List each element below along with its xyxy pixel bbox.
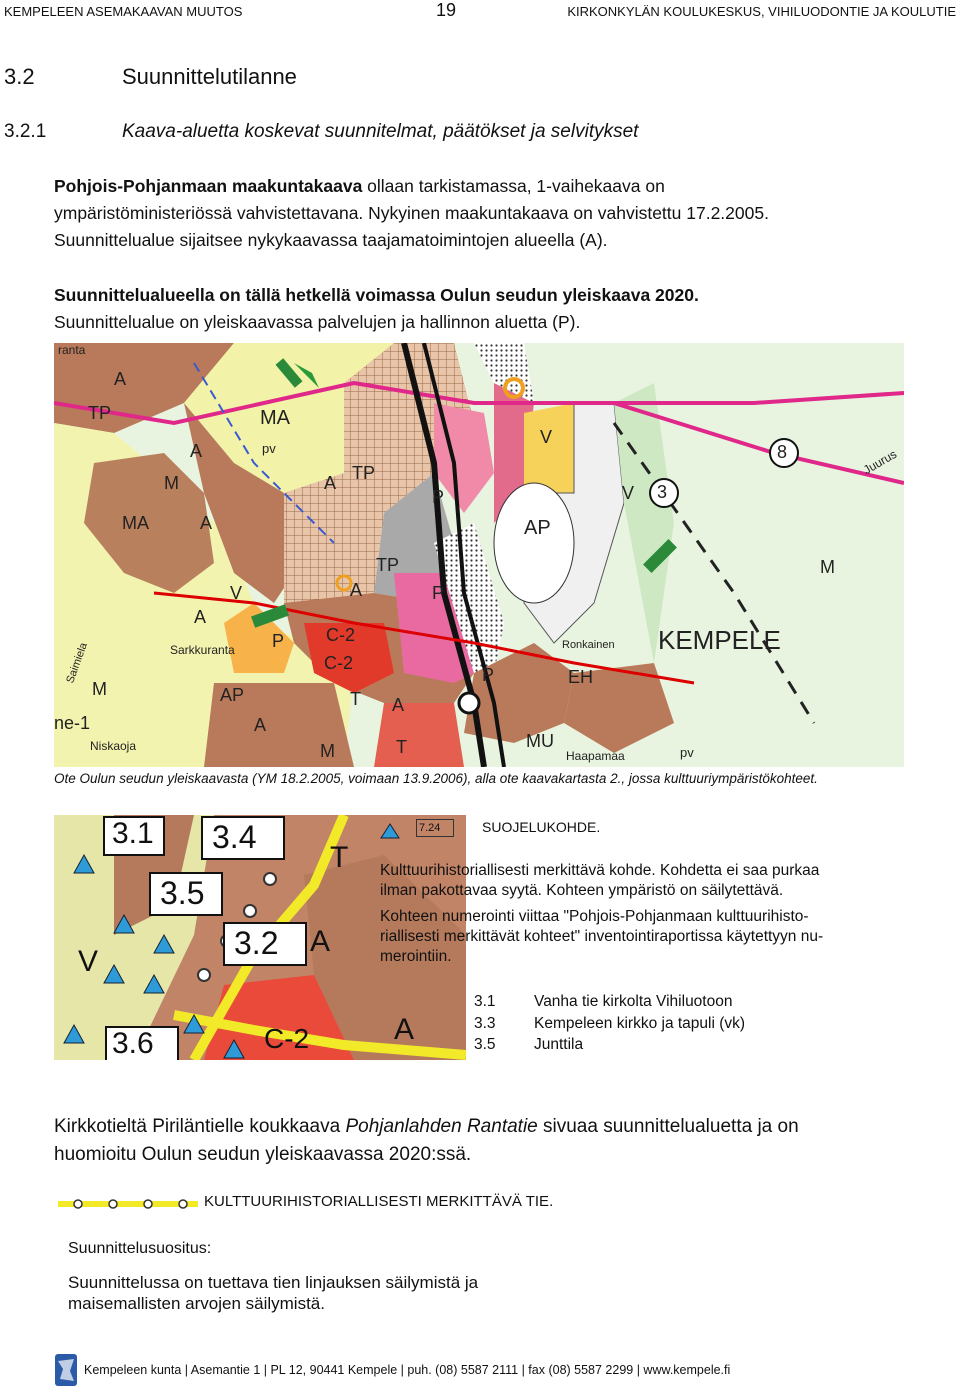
para2-line2: Suunnittelualue on yleiskaavassa palvelujen ja hallinnon aluetta (P). xyxy=(54,312,581,332)
map-label: P xyxy=(432,487,445,507)
map-caption: Ote Oulun seudun yleiskaavasta (YM 18.2.2005, voimaan 13.9.2006), alla ote kaavakartasta 2., jossa kulttuuriympäristökohteet. xyxy=(54,771,818,786)
map-label: A xyxy=(200,513,213,533)
site-label: V xyxy=(78,945,99,978)
para1-rest: ollaan tarkistamassa, 1-vaihekaava on xyxy=(362,176,665,196)
map-label: 3 xyxy=(657,482,668,502)
map-label: TP xyxy=(376,555,400,575)
legend-item xyxy=(474,991,745,1013)
map-label: P xyxy=(482,665,495,685)
para1-line2: ympäristöministeriössä vahvistettavana. Nykyinen maakuntakaava on vahvistettu 17.2.2005. xyxy=(54,203,769,223)
legend-item xyxy=(474,1013,745,1035)
section-heading xyxy=(4,64,297,90)
legend-item-text: Junttila xyxy=(534,1036,584,1053)
legend-desc: Kulttuurihistoriallisesti merkittävä kohde. Kohdetta ei saa purkaa xyxy=(380,862,820,879)
subsection-title: Kaava-aluetta koskevat suunnitelmat, päätökset ja selvitykset xyxy=(122,121,639,142)
map-label: A xyxy=(190,441,203,461)
road-legend-text: maisemallisten arvojen säilymistä. xyxy=(68,1294,325,1313)
map-label: P xyxy=(432,583,445,603)
page-footer xyxy=(54,1353,934,1389)
road-legend-title: KULTTUURIHISTORIALLISESTI MERKITTÄVÄ TIE. xyxy=(204,1193,554,1210)
legend-desc: riallisesti merkittävät kohteet" inventointiraportissa käytettyyn nu- xyxy=(380,928,824,945)
legend-item-num: 3.5 xyxy=(474,1036,496,1053)
legend-item xyxy=(474,1034,745,1056)
map-label: ranta xyxy=(58,343,86,357)
site-label: 3.2 xyxy=(234,925,279,961)
subsection-number: 3.2.1 xyxy=(4,121,47,142)
legend-desc: merointiin. xyxy=(380,948,452,965)
municipality-logo-icon xyxy=(54,1353,78,1387)
legend-item-num: 3.3 xyxy=(474,1014,496,1032)
map-label: T xyxy=(350,689,361,709)
legend-item-num: 3.1 xyxy=(474,993,496,1010)
map-label: C-2 xyxy=(324,653,354,673)
map-label: V xyxy=(622,483,635,503)
site-label: C-2 xyxy=(264,1023,310,1054)
map-label: Niskaoja xyxy=(90,739,137,753)
map-label: V xyxy=(540,427,553,447)
site-label: 3.1 xyxy=(112,817,154,850)
para3-post: sivuaa suunnittelualuetta ja on xyxy=(537,1116,799,1137)
paragraph-3 xyxy=(54,1113,934,1169)
map-label: Juurus xyxy=(860,446,900,478)
site-label: T xyxy=(330,841,349,874)
para3-line2: huomioitu Oulun seudun yleiskaavassa 2020:ssä. xyxy=(54,1144,472,1165)
road-legend-sub: Suunnittelusuositus: xyxy=(68,1240,212,1257)
map-label: A xyxy=(194,607,207,627)
map-label: M xyxy=(92,679,107,699)
legend-code: 7.24 xyxy=(416,819,454,837)
map-label: MA xyxy=(122,513,149,533)
map-label: EH xyxy=(568,667,594,687)
map-label: pv xyxy=(680,745,694,760)
map-label: P xyxy=(272,631,285,651)
map-label: KEMPELE xyxy=(658,625,781,655)
site-label: 3.4 xyxy=(212,819,257,855)
site-label: A xyxy=(310,925,331,958)
section-number: 3.2 xyxy=(4,64,35,89)
header-right: KIRKONKYLÄN KOULUKESKUS, VIHILUODONTIE JA KOULUTIE xyxy=(567,4,956,19)
map-label: Haapamaa xyxy=(566,749,625,763)
map-label: M xyxy=(320,741,335,761)
map-label: A xyxy=(114,369,127,389)
legend-desc: Kohteen numerointi viittaa "Pohjois-Pohjanmaan kulttuurihisto- xyxy=(380,908,809,925)
map-label: TP xyxy=(352,463,376,483)
map-label: A xyxy=(392,695,405,715)
map-label: ne-1 xyxy=(54,713,91,733)
footer-text: Kempeleen kunta | Asemantie 1 | PL 12, 90441 Kempele | puh. (08) 5587 2111 | fax (08) 5587 2299 | www.kempele.fi xyxy=(84,1363,731,1377)
legend-item-text: Vanha tie kirkolta Vihiluotoon xyxy=(534,993,733,1010)
road-legend xyxy=(54,1183,934,1318)
para3-italic: Pohjanlahden Rantatie xyxy=(345,1116,538,1137)
map-label: A xyxy=(254,715,267,735)
map-label: MU xyxy=(526,731,554,751)
map-label: pv xyxy=(262,441,276,456)
map-label: A xyxy=(324,473,337,493)
site-label: 3.5 xyxy=(160,875,205,911)
paragraph-1 xyxy=(54,173,934,254)
map-label: Saimiela xyxy=(64,641,90,685)
protection-legend xyxy=(376,815,960,1065)
paragraph-2 xyxy=(54,282,934,336)
map-label: C-2 xyxy=(326,625,356,645)
road-legend-text: Suunnittelussa on tuettava tien linjauksen säilymistä ja xyxy=(68,1273,479,1292)
site-label: 3.6 xyxy=(112,1027,154,1060)
map-label: M xyxy=(820,557,835,577)
map-label: Sarkkuranta xyxy=(170,643,235,657)
map-label: T xyxy=(396,737,407,757)
triangle-icon xyxy=(380,823,400,839)
header-left: KEMPELEEN ASEMAKAAVAN MUUTOS xyxy=(4,4,243,19)
map-label: Ronkainen xyxy=(562,639,615,651)
map-label: V xyxy=(230,583,243,603)
yellow-road-line-icon xyxy=(58,1189,198,1219)
section-title: Suunnittelutilanne xyxy=(122,64,297,89)
general-plan-map xyxy=(54,343,904,767)
map-label: AP xyxy=(220,685,245,705)
para3-pre: Kirkkotieltä Piriläntielle koukkaava xyxy=(54,1116,346,1137)
map-label: AP xyxy=(524,517,551,539)
para1-bold: Pohjois-Pohjanmaan maakuntakaava xyxy=(54,176,363,196)
legend-title: SUOJELUKOHDE. xyxy=(482,819,601,835)
map-label: 8 xyxy=(777,442,788,462)
para1-line3: Suunnittelualue sijaitsee nykykaavassa taajamatoimintojen alueella (A). xyxy=(54,230,608,250)
map-label: MA xyxy=(260,407,290,429)
site-label: A xyxy=(394,1013,415,1046)
map-label: M xyxy=(164,473,179,493)
map-label: TP xyxy=(88,403,112,423)
page-header xyxy=(0,0,960,24)
map-label: A xyxy=(350,580,363,600)
para2-bold: Suunnittelualueella on tällä hetkellä voimassa Oulun seudun yleiskaava 2020. xyxy=(54,285,699,305)
legend-item-text: Kempeleen kirkko ja tapuli (vk) xyxy=(534,1014,746,1032)
subsection-heading xyxy=(4,121,638,143)
legend-desc: ilman pakottavaa syytä. Kohteen ympäristö on säilytettävä. xyxy=(380,882,784,899)
page-number: 19 xyxy=(436,0,457,20)
